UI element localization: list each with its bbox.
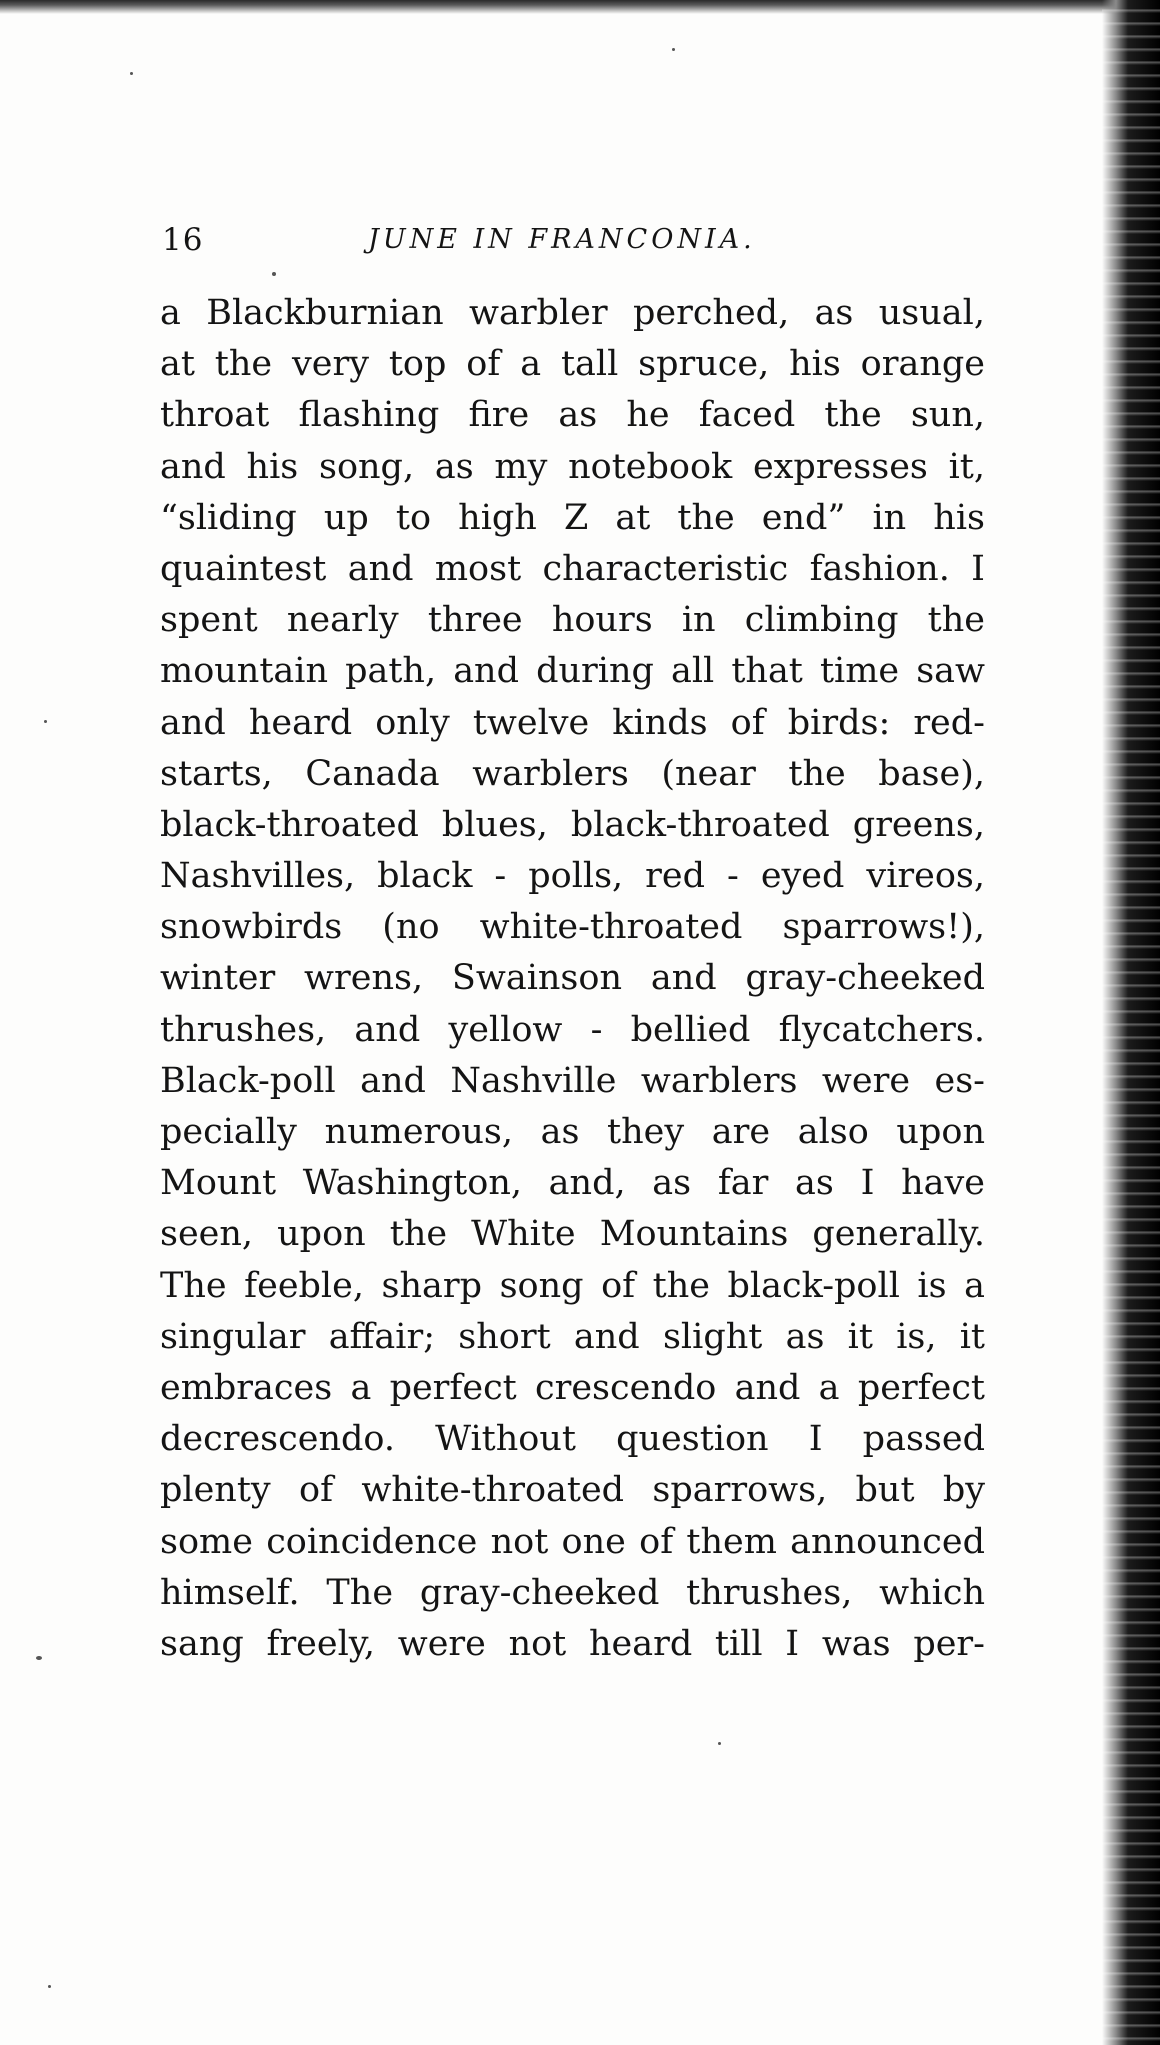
text-line: singular affair; short and slight as it is, it xyxy=(160,1316,985,1357)
text-line: spent nearly three hours in climbing the xyxy=(160,600,985,641)
text-line: pecially numerous, as they are also upon xyxy=(160,1112,985,1152)
text-line: and his song, as my notebook expresses it, xyxy=(160,446,985,487)
text-line: seen, upon the White Mountains generally. xyxy=(160,1214,985,1255)
text-line: snowbirds (no white-throated sparrows!), xyxy=(160,907,985,948)
text-line: “sliding up to high Z at the end” in his xyxy=(160,497,985,538)
scan-speck xyxy=(272,272,276,276)
text-line: sang freely, were not heard till I was per- xyxy=(160,1623,985,1664)
text-line: thrushes, and yellow - bellied flycatchers. xyxy=(160,1009,985,1050)
text-line: throat flashing fire as he faced the sun, xyxy=(160,395,985,436)
scan-top-edge xyxy=(0,0,1160,14)
scan-speck xyxy=(48,1985,51,1988)
scan-speck xyxy=(130,72,133,75)
scan-speck xyxy=(36,1656,42,1660)
running-head: JUNE IN FRANCONIA. xyxy=(368,224,756,255)
text-line: Nashvilles, black - polls, red - eyed vireos, xyxy=(160,856,985,897)
text-line: some coincidence not one of them announced xyxy=(160,1521,985,1562)
text-line: The feeble, sharp song of the black-poll is a xyxy=(160,1265,985,1306)
text-line: a Blackburnian warbler perched, as usual, xyxy=(160,293,985,333)
page-number: 16 xyxy=(162,222,204,258)
scan-speck xyxy=(672,48,675,51)
text-line: starts, Canada warblers (near the base), xyxy=(160,753,985,794)
page-header xyxy=(162,222,762,268)
text-line: Mount Washington, and, as far as I have xyxy=(160,1163,985,1204)
text-line: mountain path, and during all that time saw xyxy=(160,651,985,692)
text-line: winter wrens, Swainson and gray-cheeked xyxy=(160,958,985,999)
scan-right-edge xyxy=(1102,0,1160,2045)
text-line: plenty of white-throated sparrows, but by xyxy=(160,1470,985,1511)
text-line: quaintest and most characteristic fashion. I xyxy=(160,548,985,589)
scan-speck xyxy=(718,1742,721,1745)
text-line: decrescendo. Without question I passed xyxy=(160,1419,985,1460)
text-line: and heard only twelve kinds of birds: red- xyxy=(160,702,985,743)
text-line: at the very top of a tall spruce, his orange xyxy=(160,344,985,385)
text-line: himself. The gray-cheeked thrushes, which xyxy=(160,1572,985,1613)
text-line: Black-poll and Nashville warblers were es- xyxy=(160,1060,985,1101)
scan-speck xyxy=(44,720,47,723)
text-line: black-throated blues, black-throated greens, xyxy=(160,804,985,845)
body-text xyxy=(160,288,985,1670)
text-line: embraces a perfect crescendo and a perfect xyxy=(160,1367,985,1408)
